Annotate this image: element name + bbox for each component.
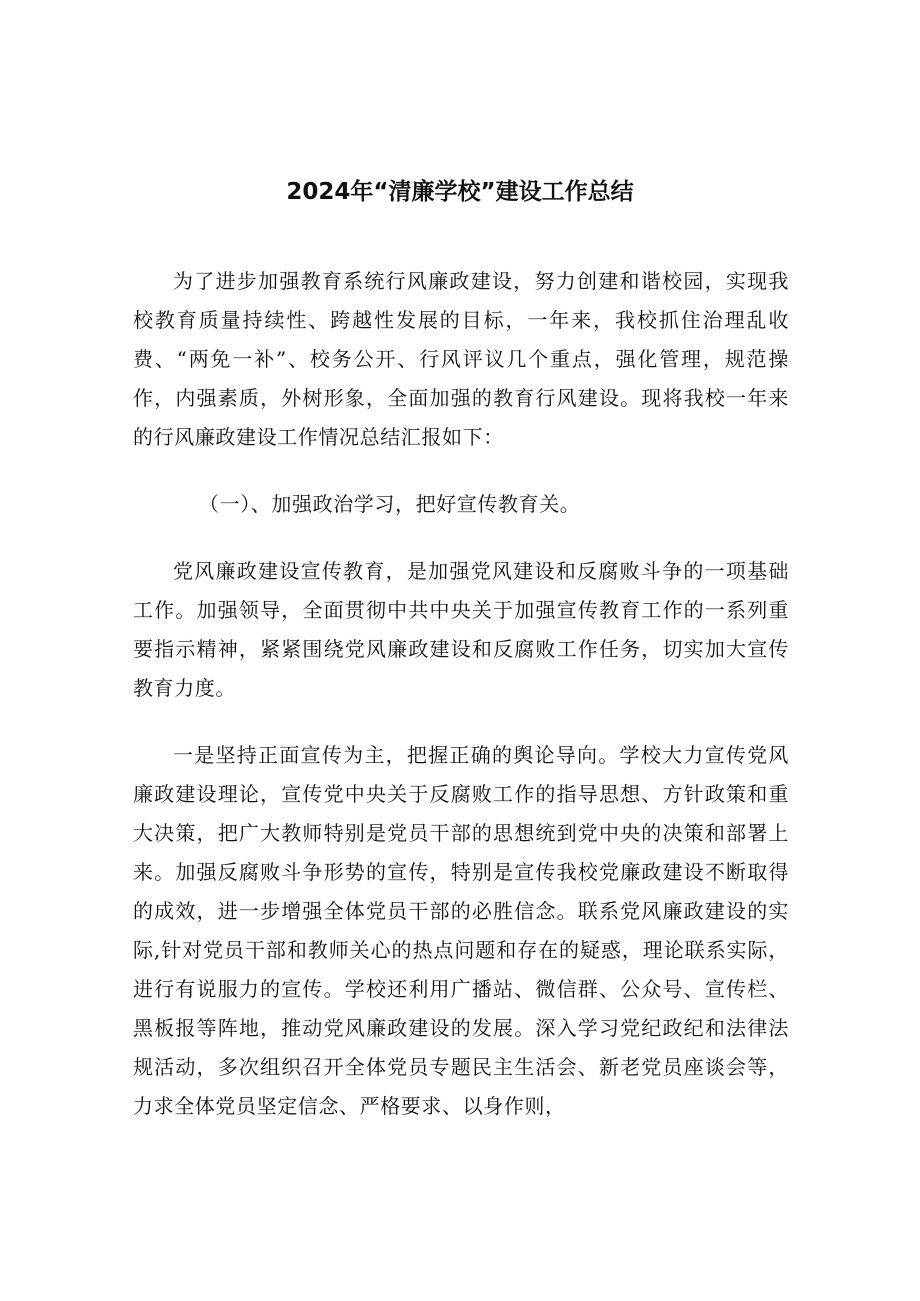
intro-paragraph: 为了进步加强教育系统行风廉政建设，努力创建和谐校园，实现我校教育质量持续性、跨越性发展的目标，一年来，我校抓住治理乱收费、“两免一补”、校务公开、行风评议几个重点，强化管理，规范操作，内强素质，外树形象，全面加强的教育行风建设。现将我校一年来的行风廉政建设工作情况总结汇报如下： bbox=[133, 269, 789, 449]
section-heading: （一）、加强政治学习，把好宣传教育关。 bbox=[199, 492, 581, 516]
section-paragraph-1: 党风廉政建设宣传教育，是加强党风建设和反腐败斗争的一项基础工作。加强领导，全面贯彻中共中央关于加强宣传教育工作的一系列重要指示精神，紧紧围绕党风廉政建设和反腐败工作任务，切实加大宣传教育力度。 bbox=[133, 559, 789, 700]
spacer bbox=[133, 524, 789, 552]
document-title: 2024年“清廉学校”建设工作总结 bbox=[286, 179, 634, 205]
spacer bbox=[133, 457, 789, 485]
spacer bbox=[133, 708, 789, 736]
document-body bbox=[133, 262, 789, 1126]
section-paragraph-2: 一是坚持正面宣传为主，把握正确的舆论导向。学校大力宣传党风廉政建设理论，宣传党中央关于反腐败工作的指导思想、方针政策和重大决策，把广大教师特别是党员干部的思想统到党中央的决策和部署上来。加强反腐败斗争形势的宣传，特别是宣传我校党廉政建设不断取得的成效，进一步增强全体党员干部的必胜信念。联系党风廉政建设的实际,针对党员干部和教师关心的热点问题和存在的疑惑，理论联系实际，进行有说服力的宣传。学校还利用广播站、微信群、公众号、宣传栏、黑板报等阵地，推动党风廉政建设的发展。深入学习党纪政纪和法律法规活动，多次组织召开全体党员专题民主生活会、新老党员座谈会等，力求全体党员坚定信念、严格要求、以身作则， bbox=[133, 743, 789, 1118]
